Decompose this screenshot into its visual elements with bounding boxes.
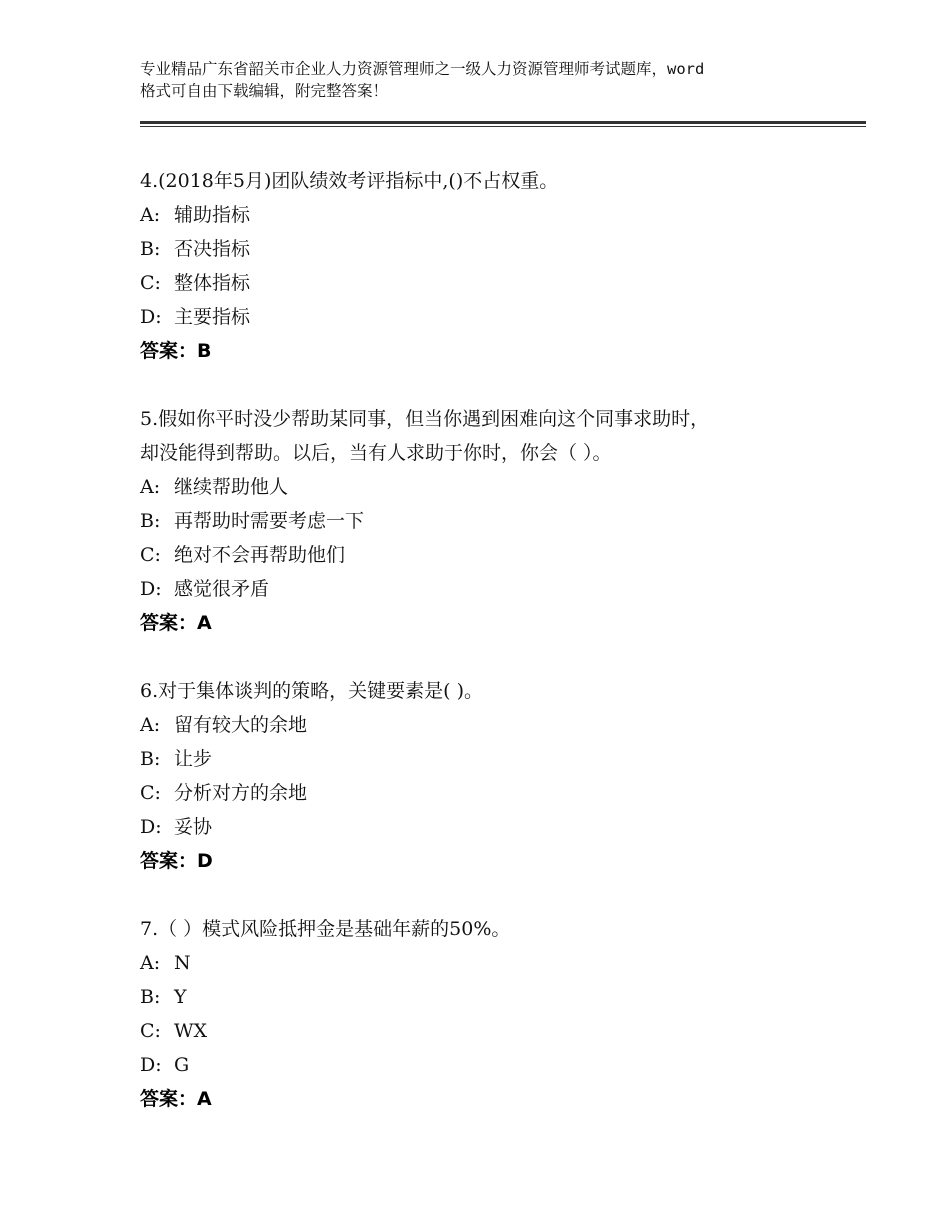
option-letter: D:: [140, 306, 162, 328]
question-text: 7.（ ）模式风险抵押金是基础年薪的50%。: [140, 918, 511, 940]
option-text: Y: [174, 986, 187, 1008]
option-text: 整体指标: [174, 272, 251, 294]
option-c: [140, 1014, 840, 1048]
question-7: [140, 912, 840, 1116]
option-a: [140, 198, 840, 232]
option-a: [140, 708, 840, 742]
option-letter: B:: [140, 510, 161, 532]
answer-line: 答案：D: [140, 850, 213, 872]
question-6: [140, 674, 840, 878]
option-letter: D:: [140, 578, 162, 600]
option-letter: A:: [140, 952, 161, 974]
option-text: 继续帮助他人: [174, 476, 289, 498]
option-text: 妥协: [174, 816, 213, 838]
option-letter: D:: [140, 816, 162, 838]
option-c: [140, 266, 840, 300]
option-letter: C:: [140, 272, 161, 294]
option-text: 感觉很矛盾: [174, 578, 270, 600]
question-text: 6.对于集体谈判的策略，关键要素是( )。: [140, 680, 483, 702]
option-letter: A:: [140, 476, 161, 498]
question-text-line-2: 却没能得到帮助。以后，当有人求助于你时，你会（ ）。: [140, 442, 612, 464]
option-text: 绝对不会再帮助他们: [174, 544, 346, 566]
header-line-1: 专业精品广东省韶关市企业人力资源管理师之一级人力资源管理师考试题库，word: [140, 60, 705, 78]
answer-line: 答案：A: [140, 612, 212, 634]
option-text: 让步: [174, 748, 213, 770]
option-text: 否决指标: [174, 238, 251, 260]
option-letter: C:: [140, 782, 161, 804]
answer-line: 答案：B: [140, 340, 212, 362]
option-letter: B:: [140, 748, 161, 770]
question-list: [140, 164, 840, 1150]
header-line-2: 格式可自由下载编辑，附完整答案！: [140, 82, 389, 100]
option-letter: A:: [140, 714, 161, 736]
header-rule-thin: [140, 126, 866, 127]
option-letter: B:: [140, 986, 161, 1008]
question-5: [140, 402, 840, 640]
option-d: [140, 572, 840, 606]
option-d: [140, 810, 840, 844]
answer-line: 答案：A: [140, 1088, 212, 1110]
option-a: [140, 470, 840, 504]
option-b: [140, 504, 840, 538]
option-text: WX: [174, 1020, 208, 1042]
option-text: N: [174, 952, 191, 974]
question-text-line-1: 5.假如你平时没少帮助某同事，但当你遇到困难向这个同事求助时，: [140, 408, 710, 430]
document-header: [140, 58, 840, 102]
option-text: 留有较大的余地: [174, 714, 308, 736]
option-letter: A:: [140, 204, 161, 226]
option-c: [140, 776, 840, 810]
option-a: [140, 946, 840, 980]
option-b: [140, 980, 840, 1014]
option-text: 辅助指标: [174, 204, 251, 226]
question-4: [140, 164, 840, 368]
option-text: 分析对方的余地: [174, 782, 308, 804]
option-text: 再帮助时需要考虑一下: [174, 510, 365, 532]
option-b: [140, 742, 840, 776]
header-rule-thick: [140, 121, 866, 124]
question-text: 4.(2018年5月)团队绩效考评指标中,()不占权重。: [140, 170, 559, 192]
option-c: [140, 538, 840, 572]
option-text: 主要指标: [174, 306, 251, 328]
option-d: [140, 300, 840, 334]
option-d: [140, 1048, 840, 1082]
option-letter: C:: [140, 544, 161, 566]
option-b: [140, 232, 840, 266]
option-letter: D:: [140, 1054, 162, 1076]
option-text: G: [174, 1054, 190, 1076]
option-letter: C:: [140, 1020, 161, 1042]
option-letter: B:: [140, 238, 161, 260]
